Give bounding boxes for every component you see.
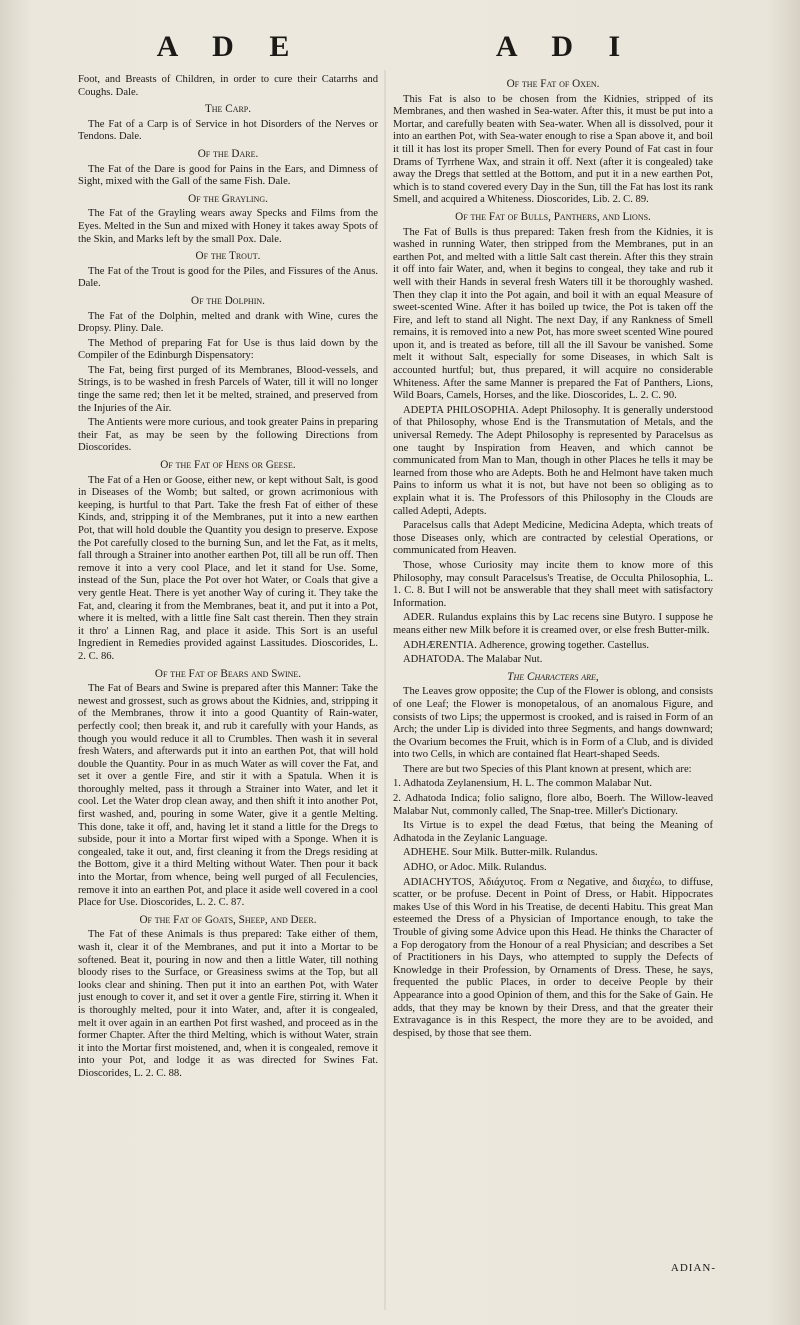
paragraph: Paracelsus calls that Adept Medicine, Medicina Adepta, which treats of those Diseases only, which are contracted by celestial Operations, or communicated from Heaven.	[393, 520, 713, 557]
section-heading: The Carp.	[204, 103, 252, 116]
species-item: 1. Adhatoda Zeylanensium, H. L. The common Malabar Nut.	[393, 778, 652, 790]
paragraph: There are but two Species of this Plant known at present, which are:	[403, 763, 692, 775]
paragraph: The Fat of the Dolphin, melted and drank with Wine, cures the Dropsy. Pliny. Dale.	[78, 310, 378, 335]
dictionary-entry: ADIACHYTOS, Ἀδιάχυτος. From α Negative, and διαχέω, to diffuse, scatter, or be profuse. Decent in Point of Dress, or Habit. Hippocrates makes Use of this Word in his Treatise, de decenti Habitu. This great Man esteemed the Dress of a Physician of Importance enough, to take the Trouble of giving some Advice upon this Head. He thinks the Character of a Fop derogatory from the Honour of a real Physician; and describes a Set of Practitioners in his Days, who attempted to supply the Defects of Knowledge in their Profession, by Ornaments of Dress. These, he says, frequented the public Places, in order to deceive People by their Appearance into a good Opinion of them, and this for the Sake of Gain. He adds, that they may be known by their Dress, and that the greater their Extravagance is in this Respect, the more they are to be avoided, and despised, by those that see them.	[393, 876, 713, 1039]
paragraph: The Leaves grow opposite; the Cup of the Flower is oblong, and consists of one Leaf; the Flower is monopetalous, of an anomalous Figure, and consists of two Lips; the uppermost is crooked, and is raised in Form of an Arch; the under Lip is divided into three Segments, and hangs downward; the Ovarium becomes the Fruit, which is in Form of a Club, and is divided into two Cells, in which are contained flat Heart-shaped Seeds.	[393, 686, 713, 761]
section-heading: Of the Fat of Hens or Geese.	[160, 459, 296, 472]
section-heading: Of the Grayling.	[188, 192, 268, 205]
running-head-left: A D E	[156, 30, 304, 63]
paragraph: The Fat, being first purged of its Membranes, Blood-vessels, and Strings, is to be washed in fresh Parcels of Water, till it will no longer tinge the same red; then let it be melted, strained, and preserved from the Injuries of the Air.	[78, 364, 378, 414]
section-heading: Of the Dolphin.	[191, 294, 265, 307]
paragraph: The Fat of a Hen or Goose, either new, or kept without Salt, is good in Diseases of the Womb; but salted, or grown acrimonious with keeping, is hurtful to that Part. Take the fresh Fat of either of these Kinds, and, stripping it of the Membranes, put it into a new earthen Pot, that will hold double the Quantity you design to preserve. Expose the Pot carefully closed to the burning Sun, and let the Fat, as it melts, fall through a Strainer into another earthen Pot, till all be run off. Then remove it into a very cool Place, and let it stand for Use. Some, instead of the Sun, place the Pot over hot Water, or Coals that give a very gentle Heat. There is yet another Way of curing it. They take the Fat, and, clearing it from the Membranes, beat it, and put it into a Pot, where it is melted, with a little fine Salt cast therein. Then they strain it thro' a Linnen Rag, and place it aside. This Sort is an useful Ingredient in Remedies provided against Lassitudes. Dioscorides, L. 2. C. 86.	[78, 474, 378, 662]
section-heading: Of the Fat of Goats, Sheep, and Deer.	[139, 913, 317, 926]
right-column	[393, 74, 713, 1314]
paragraph: The Method of preparing Fat for Use is thus laid down by the Compiler of the Edinburgh Dispensatory:	[78, 337, 378, 362]
paragraph: The Fat of Bulls is thus prepared: Taken fresh from the Kidnies, it is washed in running Water, then stripped from the Membranes, put in an earthen Pot, and melted with a little Salt cast therein. After this they strain it off into fair Water, and, when it begins to congeal, they take and rub it well with their Hands in several fresh Waters till it be thoroughly washed. Then they clap it into the Pot again, and boil it with an equal Measure of sweet-scented Wine. After it has boiled up twice, the Pot is taken off the Fire, and left to stand all Night. The next Day, if any Rankness of Smell remains, it is removed into a new Pot, has more sweet scented Wine poured upon it, and is treated as before, till all the ill Savour be vanished. Some melt it without Salt, especially for some Diseases, in which Salt is accounted hurtful; but, thus prepared, it will acquire no considerable Whiteness. After the same Manner is prepared the Fat of Panthers, Lions, Wild Boars, Camels, Horses, and the like. Dioscorides, L. 2. C. 90.	[393, 226, 713, 402]
section-heading: The Characters are,	[507, 670, 599, 683]
paragraph: Foot, and Breasts of Children, in order to cure their Catarrhs and Coughs. Dale.	[78, 74, 378, 98]
dictionary-entry: ADHATODA. The Malabar Nut.	[403, 654, 543, 666]
paragraph: The Fat of the Trout is good for the Piles, and Fissures of the Anus. Dale.	[78, 265, 378, 290]
paragraph: The Fat of a Carp is of Service in hot Disorders of the Nerves or Tendons. Dale.	[78, 118, 378, 143]
section-heading: Of the Fat of Bulls, Panthers, and Lions.	[455, 210, 651, 223]
running-head-right: A D I	[495, 30, 635, 63]
section-heading: Of the Dare.	[197, 147, 259, 160]
dictionary-entry: ADEPTA PHILOSOPHIA. Adept Philosophy. It is generally understood of that Philosophy, whose End is the Transmutation of Metals, and the universal Remedy. The Adept Philosophy is represented by Paracelsus as one taught by Inspiration from Heaven, and which cannot be communicated from Man to Man, though in other Places he tells it may be learned from those who are Adepts. Both he and Helmont have taken much Pains to inform us what it is not, but have not been so obliging as to explain what it is. The Professors of this Philosophy in the Clouds are called Adepti, Adepts.	[393, 404, 713, 517]
paragraph: Its Virtue is to expel the dead Fœtus, that being the Meaning of Adhatoda in the Zeylanic Language.	[393, 820, 713, 844]
left-column	[78, 74, 378, 1314]
dictionary-entry: ADHO, or Adoc. Milk. Rulandus.	[403, 862, 547, 874]
section-heading: Of the Fat of Bears and Swine.	[154, 667, 302, 680]
section-heading: Of the Trout.	[195, 250, 261, 263]
catchword: ADIAN-	[670, 1262, 716, 1274]
species-item: 2. Adhatoda Indica; folio saligno, flore albo, Boerh. The Willow-leaved Malabar Nut, commonly called, The Snap-tree. Miller's Dictionary.	[393, 793, 713, 817]
paragraph: The Fat of these Animals is thus prepared: Take either of them, wash it, clear it of the Membranes, and put it into a Mortar to be softened. Beat it, pouring in now and then a little Water, till nothing bloody rises to the Surface, or Greasiness swims at the Top, but all looks clear and shining. Then put it into an earthen Pot, with Water just enough to cover it, and set it over a gentle Fire, stirring it. When it is thoroughly melted, pour it into Water, and, after it is congealed, melt it over again in an earthen Pot first washed, and proceed as in the former Chapter. After the third Melting, which is without Water, strain it into the Mortar first moistened, and, when it is congealed, remove it into your Pot, and lodge it as was directed for Swines Fat. Dioscorides, L. 2. C. 88.	[78, 929, 378, 1079]
paragraph: The Fat of Bears and Swine is prepared after this Manner: Take the newest and grossest, such as grows about the Kidnies, and, stripping it of the Membranes, throw it into a good Quantity of Rain-water, perfectly cool; then break it, and rub it carefully with your Hands, as though you would reduce it all to Crumbles. Then wash it in several fresh Waters, and afterwards put it into an earthen Pot, that will hold double the Quantity. Pour in as much Water as will cover the Fat, and set it over a gentle Fire, and stir it with a Spatula. When it is thoroughly melted, pass it through a Strainer into Water, and let it cool. Let the Water drop clean away, and then shift it into another Pot, first washed, and, pouring in some Water, give it a gentle Melting. This done, take it off, and, having let it stand a little for the Dregs to subside, pour it into a Mortar first wiped with a Sponge. When it is congealed, take it out, and, first cleaning it from the Dregs residing at the Bottom, give it a third Melting without Water. Then pour it back into the Mortar, from whence, being well purged of all Feculencies, remove it into an earthen Pot, and place it aside well covered in a cool Place for Use. Dioscorides, L. 2. C. 87.	[78, 683, 378, 909]
paragraph: The Fat of the Grayling wears away Specks and Films from the Eyes. Melted in the Sun and mixed with Honey it takes away Spots of the Skin, and Marks left by the small Pox. Dale.	[78, 208, 378, 245]
dictionary-entry: ADER. Rulandus explains this by Lac recens sine Butyro. I suppose he means either new Milk before it is creamed over, or else fresh Butter-milk.	[393, 612, 713, 636]
paragraph: The Antients were more curious, and took greater Pains in preparing their Fat, as may be seen by the following Directions from Dioscorides.	[78, 417, 378, 454]
section-heading: Of the Fat of Oxen.	[506, 78, 600, 90]
dictionary-entry: ADHÆRENTIA. Adherence, growing together. Castellus.	[403, 639, 649, 651]
column-gutter	[384, 70, 386, 1310]
paragraph: The Fat of the Dare is good for Pains in the Ears, and Dimness of Sight, mixed with the Gall of the same Fish. Dale.	[78, 163, 378, 188]
paragraph: This Fat is also to be chosen from the Kidnies, stripped of its Membranes, and then washed in Sea-water. After this, it must be put into a Mortar, and carefully beaten with Sea-water. When all is dissolved, pour it into an earthen Pot, with Sea-water enough to rise a Span above it, and boil it till it has lost its proper Smell. Then for every Pound of Fat cast in four Drams of Tyrrhene Wax, and strain it off. Next (after it is congealed) take away the Dregs that settled at the Bottom, and put it in a new earthen Pot, which is to stand covered every Day in the Sun, till the Fat has lost its rank Smell, and acquired a Whiteness. Dioscorides, Lib. 2. C. 89.	[393, 93, 713, 206]
paragraph: Those, whose Curiosity may incite them to know more of this Philosophy, may consult Paracelsus's Treatise, de Occulta Philosophia, L. 1. C. 8. But I will not be answerable that they shall meet with satisfactory Information.	[393, 559, 713, 609]
dictionary-entry: ADHEHE. Sour Milk. Butter-milk. Rulandus.	[403, 847, 598, 859]
